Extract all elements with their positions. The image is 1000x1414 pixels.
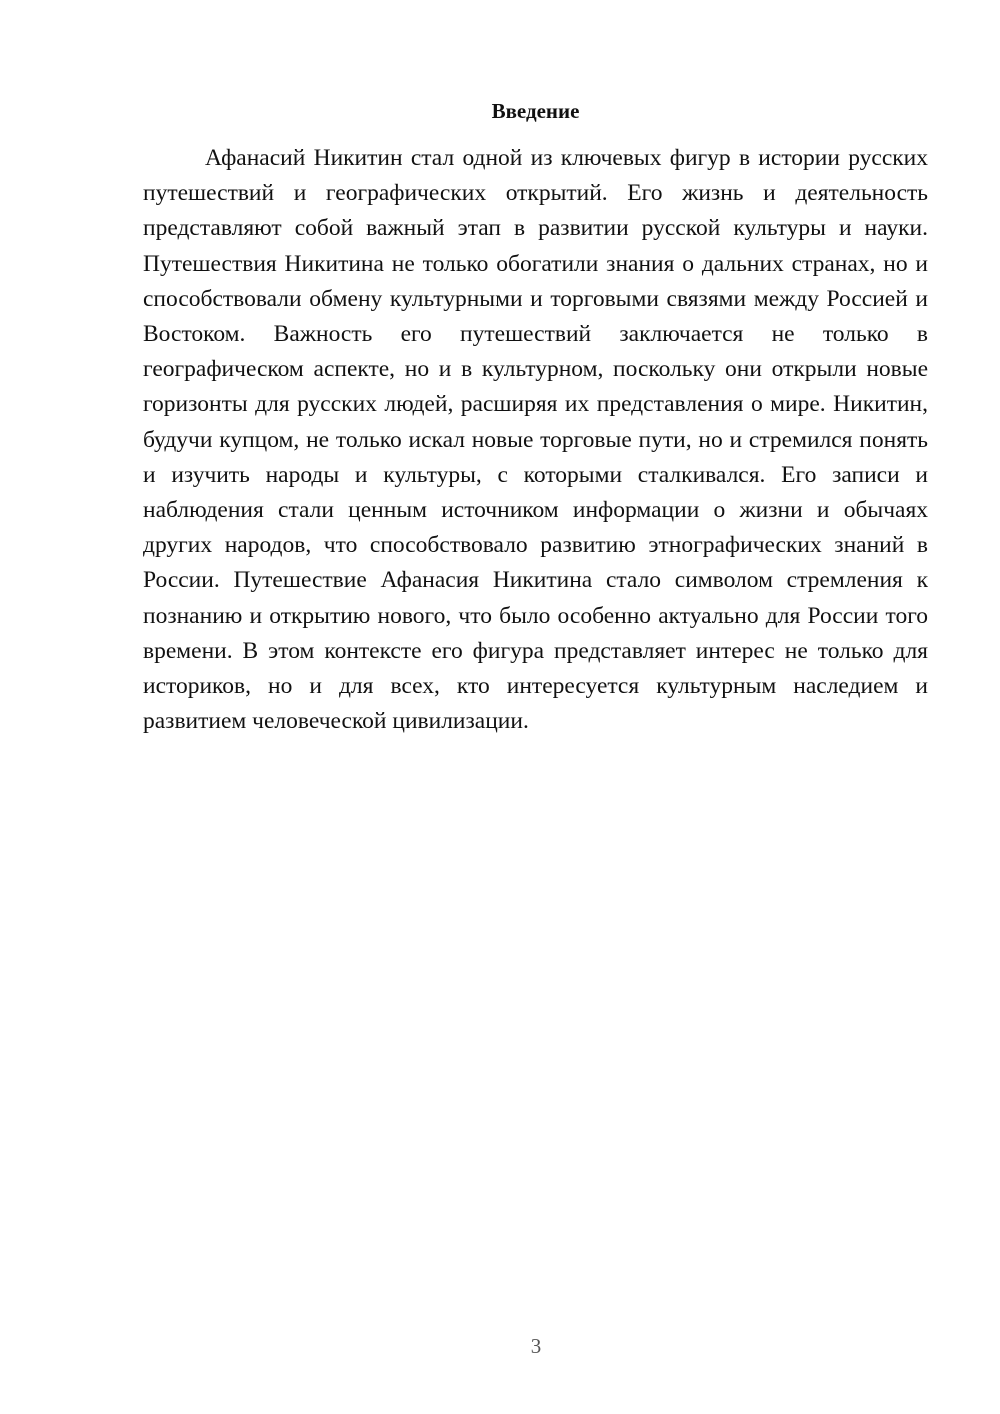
body-paragraph: Афанасий Никитин стал одной из ключевых фигур в истории русских путешествий и географических открытий. Его жизнь и деятельность представляют собой важный этап в развитии русской культуры и науки. Путешествия Никитина не только обогатили знания о дальних странах, но и способствовали обмену культурными и торговыми связями между Россией и Востоком. Важность его путешествий заключается не только в географическом аспекте, но и в культурном, поскольку они открыли новые горизонты для русских людей, расширяя их представления о мире. Никитин, будучи купцом, не только искал новые торговые пути, но и стремился понять и изучить народы и культуры, с которыми сталкивался. Его записи и наблюдения стали ценным источником информации о жизни и обычаях других народов, что способствовало развитию этнографических знаний в России. Путешествие Афанасия Никитина стало символом стремления к познанию и открытию нового, что было особенно актуально для России того времени. В этом контексте его фигура представляет интерес не только для историков, но и для всех, кто интересуется культурным наследием и развитием человеческой цивилизации. [143, 145, 928, 735]
page-number: 3 [530, 1334, 542, 1358]
section-heading: Введение [491, 99, 580, 123]
